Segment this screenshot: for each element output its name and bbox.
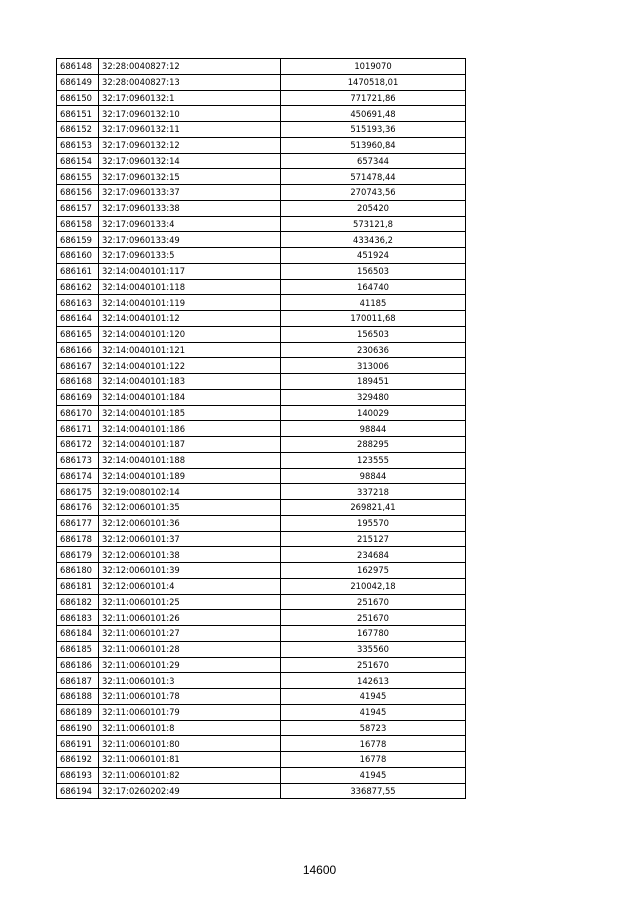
- cadastral-value-cell: 167780: [281, 626, 466, 642]
- row-id-cell: 686181: [57, 578, 99, 594]
- table-row: [57, 248, 466, 264]
- cadastral-value-cell: 270743,56: [281, 185, 466, 201]
- cadastral-value-cell: 210042,18: [281, 578, 466, 594]
- row-id-cell: 686169: [57, 389, 99, 405]
- cadastral-value-cell: 195570: [281, 515, 466, 531]
- row-id-cell: 686173: [57, 452, 99, 468]
- cadastral-value-cell: 156503: [281, 326, 466, 342]
- cadastral-number-cell: 32:17:0960132:12: [99, 137, 281, 153]
- table-row: [57, 122, 466, 138]
- table-row: [57, 153, 466, 169]
- table-row: [57, 610, 466, 626]
- cadastral-value-cell: 251670: [281, 657, 466, 673]
- cadastral-value-cell: 189451: [281, 374, 466, 390]
- cadastral-value-cell: 164740: [281, 279, 466, 295]
- cadastral-number-cell: 32:11:0060101:82: [99, 767, 281, 783]
- table-row: [57, 169, 466, 185]
- table-row: [57, 216, 466, 232]
- cadastral-value-cell: 1019070: [281, 59, 466, 75]
- row-id-cell: 686149: [57, 74, 99, 90]
- row-id-cell: 686171: [57, 421, 99, 437]
- table-row: [57, 279, 466, 295]
- cadastral-number-cell: 32:14:0040101:183: [99, 374, 281, 390]
- row-id-cell: 686187: [57, 673, 99, 689]
- cadastral-value-cell: 450691,48: [281, 106, 466, 122]
- row-id-cell: 686152: [57, 122, 99, 138]
- cadastral-number-cell: 32:14:0040101:184: [99, 389, 281, 405]
- cadastral-number-cell: 32:14:0040101:186: [99, 421, 281, 437]
- table-row: [57, 200, 466, 216]
- cadastral-value-cell: 657344: [281, 153, 466, 169]
- cadastral-value-cell: 251670: [281, 594, 466, 610]
- cadastral-number-cell: 32:11:0060101:29: [99, 657, 281, 673]
- cadastral-value-cell: 41945: [281, 704, 466, 720]
- row-id-cell: 686155: [57, 169, 99, 185]
- row-id-cell: 686157: [57, 200, 99, 216]
- cadastral-value-cell: 1470518,01: [281, 74, 466, 90]
- table-row: [57, 626, 466, 642]
- table-row: [57, 421, 466, 437]
- table-row: [57, 515, 466, 531]
- row-id-cell: 686175: [57, 484, 99, 500]
- cadastral-number-cell: 32:14:0040101:12: [99, 311, 281, 327]
- cadastral-value-cell: 156503: [281, 263, 466, 279]
- row-id-cell: 686188: [57, 689, 99, 705]
- cadastral-number-cell: 32:17:0960132:11: [99, 122, 281, 138]
- table-row: [57, 59, 466, 75]
- table-row: [57, 263, 466, 279]
- cadastral-value-cell: 98844: [281, 421, 466, 437]
- table-row: [57, 468, 466, 484]
- row-id-cell: 686150: [57, 90, 99, 106]
- cadastral-number-cell: 32:14:0040101:189: [99, 468, 281, 484]
- row-id-cell: 686160: [57, 248, 99, 264]
- cadastral-value-cell: 513960,84: [281, 137, 466, 153]
- table-row: [57, 137, 466, 153]
- table-row: [57, 484, 466, 500]
- cadastral-value-cell: 140029: [281, 405, 466, 421]
- table-row: [57, 437, 466, 453]
- cadastral-number-cell: 32:12:0060101:36: [99, 515, 281, 531]
- cadastral-value-cell: 573121,8: [281, 216, 466, 232]
- row-id-cell: 686176: [57, 500, 99, 516]
- table-row: [57, 720, 466, 736]
- cadastral-number-cell: 32:19:0080102:14: [99, 484, 281, 500]
- table-row: [57, 641, 466, 657]
- cadastral-value-cell: 205420: [281, 200, 466, 216]
- row-id-cell: 686179: [57, 547, 99, 563]
- table-row: [57, 578, 466, 594]
- table-row: [57, 295, 466, 311]
- cadastral-number-cell: 32:17:0960132:1: [99, 90, 281, 106]
- table-row: [57, 405, 466, 421]
- table-row: [57, 358, 466, 374]
- cadastral-value-cell: 336877,55: [281, 783, 466, 799]
- table-row: [57, 90, 466, 106]
- cadastral-number-cell: 32:14:0040101:120: [99, 326, 281, 342]
- row-id-cell: 686156: [57, 185, 99, 201]
- cadastral-number-cell: 32:14:0040101:188: [99, 452, 281, 468]
- row-id-cell: 686153: [57, 137, 99, 153]
- cadastral-value-cell: 771721,86: [281, 90, 466, 106]
- row-id-cell: 686186: [57, 657, 99, 673]
- cadastral-value-cell: 337218: [281, 484, 466, 500]
- cadastral-value-cell: 515193,36: [281, 122, 466, 138]
- table-row: [57, 326, 466, 342]
- cadastral-number-cell: 32:11:0060101:78: [99, 689, 281, 705]
- cadastral-number-cell: 32:11:0060101:28: [99, 641, 281, 657]
- cadastral-value-cell: 142613: [281, 673, 466, 689]
- cadastral-number-cell: 32:12:0060101:4: [99, 578, 281, 594]
- cadastral-value-cell: 451924: [281, 248, 466, 264]
- table-row: [57, 342, 466, 358]
- cadastral-value-cell: 335560: [281, 641, 466, 657]
- page-number: 14600: [302, 863, 337, 877]
- row-id-cell: 686154: [57, 153, 99, 169]
- table-row: [57, 232, 466, 248]
- row-id-cell: 686189: [57, 704, 99, 720]
- row-id-cell: 686162: [57, 279, 99, 295]
- table-row: [57, 563, 466, 579]
- cadastral-number-cell: 32:11:0060101:80: [99, 736, 281, 752]
- table-row: [57, 704, 466, 720]
- cadastral-number-cell: 32:17:0260202:49: [99, 783, 281, 799]
- cadastral-value-cell: 16778: [281, 736, 466, 752]
- cadastral-value-cell: 288295: [281, 437, 466, 453]
- table-row: [57, 389, 466, 405]
- cadastral-value-cell: 269821,41: [281, 500, 466, 516]
- row-id-cell: 686191: [57, 736, 99, 752]
- cadastral-value-cell: 123555: [281, 452, 466, 468]
- cadastral-value-cell: 571478,44: [281, 169, 466, 185]
- cadastral-number-cell: 32:17:0960132:14: [99, 153, 281, 169]
- cadastral-number-cell: 32:17:0960132:10: [99, 106, 281, 122]
- table-row: [57, 500, 466, 516]
- cadastral-number-cell: 32:12:0060101:35: [99, 500, 281, 516]
- cadastral-number-cell: 32:17:0960133:37: [99, 185, 281, 201]
- row-id-cell: 686168: [57, 374, 99, 390]
- table-row: [57, 106, 466, 122]
- table-row: [57, 736, 466, 752]
- row-id-cell: 686190: [57, 720, 99, 736]
- cadastral-number-cell: 32:14:0040101:117: [99, 263, 281, 279]
- cadastral-number-cell: 32:14:0040101:119: [99, 295, 281, 311]
- row-id-cell: 686194: [57, 783, 99, 799]
- row-id-cell: 686164: [57, 311, 99, 327]
- row-id-cell: 686184: [57, 626, 99, 642]
- cadastral-value-cell: 251670: [281, 610, 466, 626]
- cadastral-value-cell: 329480: [281, 389, 466, 405]
- row-id-cell: 686193: [57, 767, 99, 783]
- table-row: [57, 594, 466, 610]
- row-id-cell: 686174: [57, 468, 99, 484]
- row-id-cell: 686182: [57, 594, 99, 610]
- table-row: [57, 374, 466, 390]
- cadastral-value-cell: 230636: [281, 342, 466, 358]
- row-id-cell: 686167: [57, 358, 99, 374]
- row-id-cell: 686185: [57, 641, 99, 657]
- row-id-cell: 686180: [57, 563, 99, 579]
- cadastral-number-cell: 32:11:0060101:79: [99, 704, 281, 720]
- table-row: [57, 783, 466, 799]
- cadastral-value-cell: 58723: [281, 720, 466, 736]
- cadastral-value-cell: 170011,68: [281, 311, 466, 327]
- cadastral-number-cell: 32:17:0960133:49: [99, 232, 281, 248]
- row-id-cell: 686172: [57, 437, 99, 453]
- table-row: [57, 689, 466, 705]
- row-id-cell: 686151: [57, 106, 99, 122]
- cadastral-value-cell: 41945: [281, 689, 466, 705]
- row-id-cell: 686177: [57, 515, 99, 531]
- row-id-cell: 686183: [57, 610, 99, 626]
- row-id-cell: 686166: [57, 342, 99, 358]
- cadastral-number-cell: 32:28:0040827:12: [99, 59, 281, 75]
- row-id-cell: 686158: [57, 216, 99, 232]
- cadastral-number-cell: 32:14:0040101:122: [99, 358, 281, 374]
- row-id-cell: 686170: [57, 405, 99, 421]
- cadastral-number-cell: 32:14:0040101:187: [99, 437, 281, 453]
- cadastral-number-cell: 32:11:0060101:26: [99, 610, 281, 626]
- cadastral-value-cell: 41945: [281, 767, 466, 783]
- table-row: [57, 531, 466, 547]
- cadastral-number-cell: 32:14:0040101:118: [99, 279, 281, 295]
- cadastral-value-cell: 98844: [281, 468, 466, 484]
- cadastral-number-cell: 32:11:0060101:8: [99, 720, 281, 736]
- cadastral-number-cell: 32:11:0060101:81: [99, 752, 281, 768]
- row-id-cell: 686148: [57, 59, 99, 75]
- row-id-cell: 686161: [57, 263, 99, 279]
- cadastral-number-cell: 32:12:0060101:39: [99, 563, 281, 579]
- cadastral-number-cell: 32:14:0040101:185: [99, 405, 281, 421]
- cadastral-value-table: [56, 58, 466, 799]
- row-id-cell: 686192: [57, 752, 99, 768]
- cadastral-number-cell: 32:11:0060101:3: [99, 673, 281, 689]
- table-body: [57, 59, 466, 799]
- cadastral-number-cell: 32:14:0040101:121: [99, 342, 281, 358]
- cadastral-value-cell: 433436,2: [281, 232, 466, 248]
- table-row: [57, 547, 466, 563]
- cadastral-number-cell: 32:17:0960133:5: [99, 248, 281, 264]
- cadastral-value-cell: 16778: [281, 752, 466, 768]
- cadastral-number-cell: 32:12:0060101:38: [99, 547, 281, 563]
- cadastral-value-cell: 41185: [281, 295, 466, 311]
- row-id-cell: 686163: [57, 295, 99, 311]
- table-row: [57, 452, 466, 468]
- cadastral-number-cell: 32:17:0960133:4: [99, 216, 281, 232]
- table-row: [57, 74, 466, 90]
- cadastral-value-cell: 234684: [281, 547, 466, 563]
- cadastral-number-cell: 32:28:0040827:13: [99, 74, 281, 90]
- cadastral-number-cell: 32:17:0960132:15: [99, 169, 281, 185]
- table-row: [57, 767, 466, 783]
- row-id-cell: 686159: [57, 232, 99, 248]
- table-row: [57, 185, 466, 201]
- table-row: [57, 752, 466, 768]
- cadastral-value-cell: 215127: [281, 531, 466, 547]
- row-id-cell: 686165: [57, 326, 99, 342]
- cadastral-number-cell: 32:11:0060101:25: [99, 594, 281, 610]
- table-row: [57, 657, 466, 673]
- cadastral-number-cell: 32:12:0060101:37: [99, 531, 281, 547]
- cadastral-value-cell: 313006: [281, 358, 466, 374]
- table-row: [57, 673, 466, 689]
- table-row: [57, 311, 466, 327]
- cadastral-number-cell: 32:11:0060101:27: [99, 626, 281, 642]
- cadastral-number-cell: 32:17:0960133:38: [99, 200, 281, 216]
- row-id-cell: 686178: [57, 531, 99, 547]
- cadastral-value-cell: 162975: [281, 563, 466, 579]
